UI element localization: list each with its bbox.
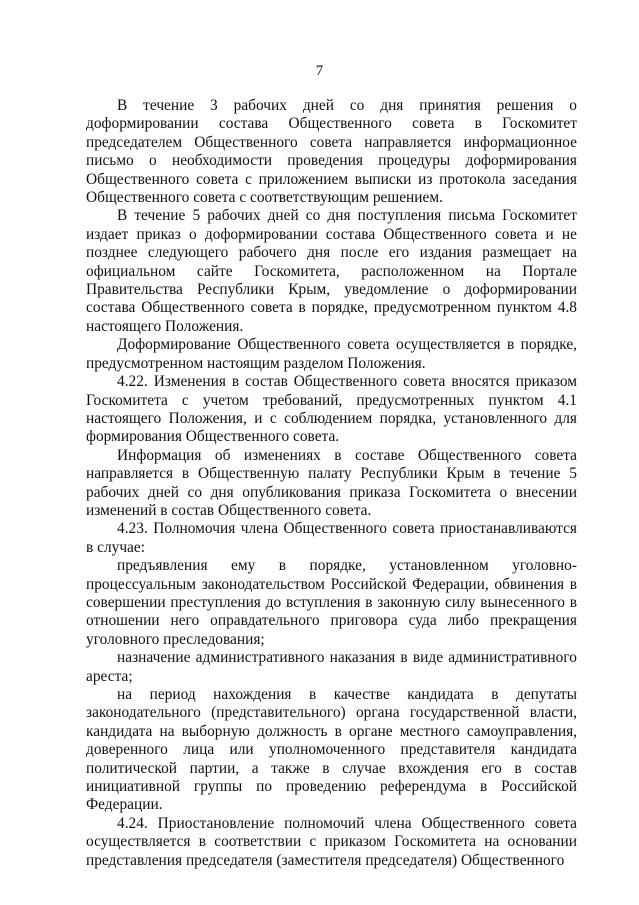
page-number: 7	[315, 63, 324, 79]
paragraph-completion-procedure: Доформирование Общественного совета осуществляется в порядке, предусмотренном настоящим разделом Положения.	[86, 336, 577, 372]
paragraph-4-24: 4.24. Приостановление полномочий члена Общественного совета осуществляется в соответствии с приказом Госкомитета на основании представления председателя (заместителя председателя) Общественного	[86, 814, 577, 869]
paragraph-4-23: 4.23. Полномочия члена Общественного совета приостанавливаются в случае:	[86, 520, 577, 556]
paragraph-criminal-charge: предъявления ему в порядке, установленном уголовно-процессуальным законодательством Российской Федерации, обвинения в совершении преступления до вступления в законную силу вынесенного в отношении него оправдательного приговора суда либо прекращения уголовного преследования;	[86, 557, 577, 648]
paragraph-administrative-arrest: назначение административного наказания в виде административного ареста;	[86, 649, 577, 685]
paragraph-order-issuance: В течение 5 рабочих дней со дня поступления письма Госкомитет издает приказ о доформировании состава Общественного совета и не позднее следующего рабочего дня после его издания размещает на официальном сайте Госкомитета, расположенном на Портале Правительства Республики Крым, уведомление о доформировании состава Общественного совета в порядке, предусмотренном пунктом 4.8 настоящего Положения.	[86, 207, 577, 335]
paragraph-4-22: 4.22. Изменения в состав Общественного совета вносятся приказом Госкомитета с учетом требований, предусмотренных пунктом 4.1 настоящего Положения, и с соблюдением порядка, установленного для формирования Общественного совета.	[86, 373, 577, 446]
paragraph-election-candidate: на период нахождения в качестве кандидата в депутаты законодательного (представительного) органа государственной власти, кандидата на выборную должность в органе местного самоуправления, доверенного лица или уполномоченного представителя кандидата политической партии, а также в случае вхождения его в состав инициативной группы по проведению референдума в Российской Федерации.	[86, 686, 577, 814]
document-body	[86, 97, 577, 870]
paragraph-changes-information: Информация об изменениях в составе Общественного совета направляется в Общественную палату Республики Крым в течение 5 рабочих дней со дня опубликования приказа Госкомитета о внесении изменений в состав Общественного совета.	[86, 446, 577, 519]
paragraph-notification-letter: В течение 3 рабочих дней со дня принятия решения о доформировании состава Общественного совета в Госкомитет председателем Общественного совета направляется информационное письмо о необходимости проведения процедуры доформирования Общественного совета с приложением выписки из протокола заседания Общественного совета с соответствующим решением.	[86, 97, 577, 207]
